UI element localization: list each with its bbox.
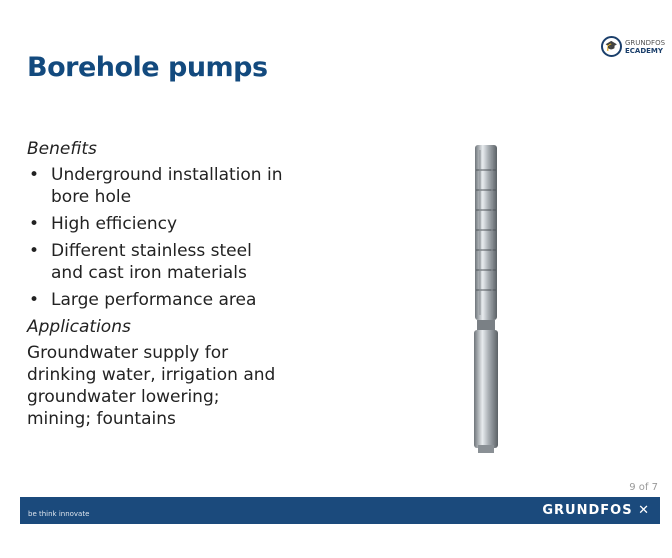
brand-text: GRUNDFOS [542, 503, 633, 518]
graduation-cap-icon: 🎓 [601, 36, 622, 57]
grundfos-x-icon: ✕ [638, 503, 650, 518]
benefit-item: • Different stainless steel and cast iron materials [27, 240, 287, 284]
benefits-list [27, 164, 287, 311]
slide-title: Borehole pumps [27, 52, 268, 83]
slide-body [27, 138, 287, 430]
logo-line1: GRUNDFOS [625, 38, 666, 47]
footer-bar [20, 497, 660, 524]
grundfos-logo [542, 503, 650, 518]
grundfos-ecademy-logo [601, 36, 665, 57]
applications-text: Groundwater supply for drinking water, irrigation and groundwater lowering; mining; fountains [27, 343, 276, 429]
page-indicator: 9 of 7 [629, 482, 658, 493]
benefit-item: • Large performance area [27, 289, 287, 311]
applications-heading: Applications [27, 317, 131, 337]
borehole-pump-image [472, 145, 500, 453]
logo-line2: ECADEMY [625, 46, 663, 55]
benefit-item: • Underground installation in bore hole [27, 164, 287, 208]
benefits-heading: Benefits [27, 139, 97, 159]
benefit-item: • High efficiency [27, 213, 287, 235]
footer-tagline: be think innovate [28, 510, 90, 518]
